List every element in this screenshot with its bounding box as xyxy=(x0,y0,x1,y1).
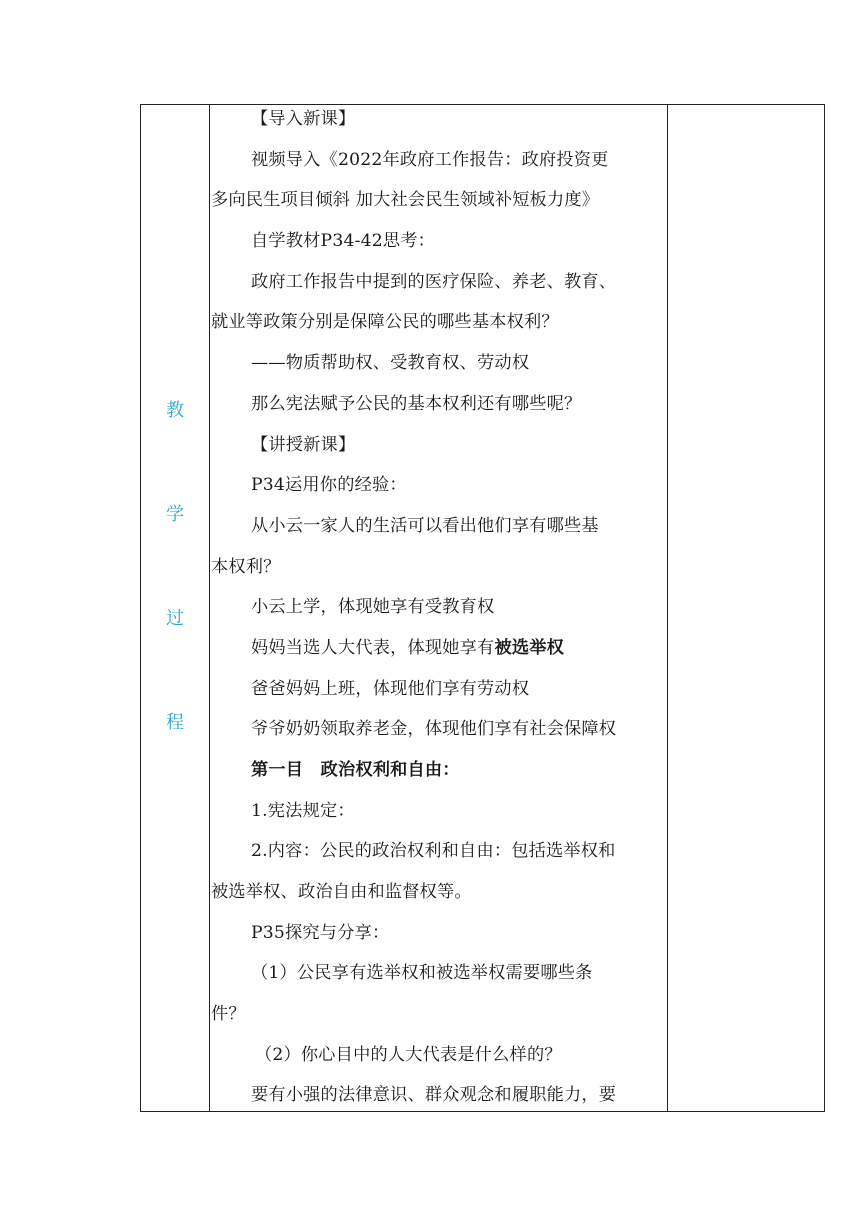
paragraph-line: 从小云一家人的生活可以看出他们享有哪些基 xyxy=(251,516,599,536)
paragraph-line: （2）你心目中的人大代表是什么样的？ xyxy=(255,1045,562,1065)
paragraph-line: 要有小强的法律意识、群众观念和履职能力，要 xyxy=(251,1085,617,1105)
paragraph-line: P35探究与分享： xyxy=(251,923,390,943)
heading-intro: 【导入新课】 xyxy=(251,109,356,129)
column-divider-right xyxy=(667,105,668,1111)
paragraph-line: 本权利？ xyxy=(211,557,281,577)
paragraph-line: （1）公民享有选举权和被选举权需要哪些条 xyxy=(251,963,593,983)
section-label-char: 过 xyxy=(166,608,184,629)
paragraph-line: 小云上学，体现她享有受教育权 xyxy=(251,597,495,617)
section-label-column xyxy=(141,105,209,1111)
lesson-table xyxy=(140,104,825,1112)
section-heading: 第一目 政治权利和自由： xyxy=(251,760,460,780)
paragraph-line: P34运用你的经验： xyxy=(251,475,407,495)
paragraph-line: 自学教材P34-42思考： xyxy=(251,231,436,251)
paragraph-line: 被选举权、政治自由和监督权等。 xyxy=(211,882,472,902)
paragraph-line: 爸爸妈妈上班，体现他们享有劳动权 xyxy=(251,679,530,699)
paragraph-line: 爷爷奶奶领取养老金，体现他们享有社会保障权 xyxy=(251,719,617,739)
paragraph-line: 件？ xyxy=(211,1004,246,1024)
emphasis-text: 被选举权 xyxy=(494,638,564,658)
section-label-char: 教 xyxy=(166,400,184,421)
column-divider-left xyxy=(209,105,210,1111)
heading-new-lesson: 【讲授新课】 xyxy=(251,435,356,455)
paragraph-line: 1.宪法规定： xyxy=(251,801,355,821)
paragraph-line: 2.内容：公民的政治权利和自由：包括选举权和 xyxy=(251,841,616,861)
paragraph-text: 妈妈当选人大代表，体现她享有 xyxy=(251,638,495,658)
paragraph-line: 那么宪法赋予公民的基本权利还有哪些呢？ xyxy=(251,394,582,414)
paragraph-line: 就业等政策分别是保障公民的哪些基本权利？ xyxy=(211,312,559,332)
paragraph-line: 视频导入《2022年政府工作报告：政府投资更 xyxy=(251,150,609,170)
paragraph-line: 政府工作报告中提到的医疗保险、养老、教育、 xyxy=(251,272,617,292)
paragraph-line xyxy=(211,628,667,668)
paragraph-line: ——物质帮助权、受教育权、劳动权 xyxy=(251,353,530,373)
section-label-char: 程 xyxy=(166,712,184,733)
section-label-char: 学 xyxy=(166,504,184,525)
paragraph-line: 多向民生项目倾斜 加大社会民生领域补短板力度》 xyxy=(211,190,600,210)
